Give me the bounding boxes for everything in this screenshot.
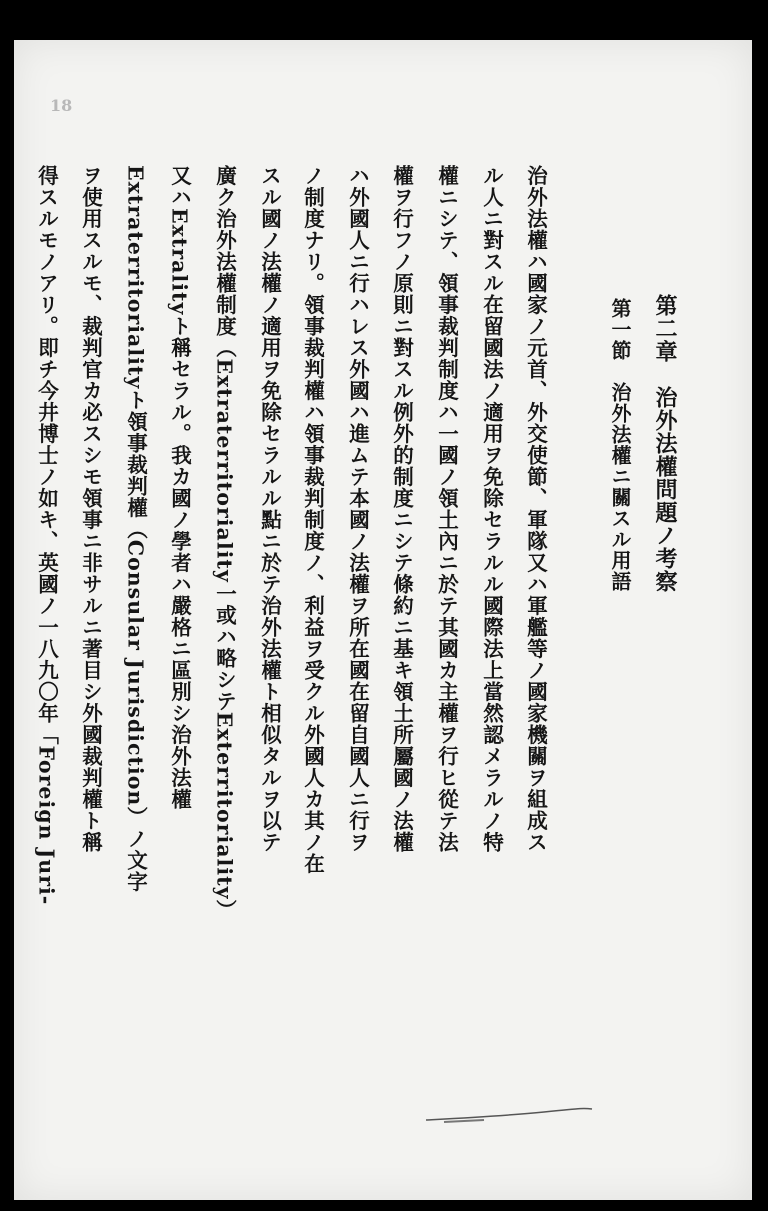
chapter-heading: 第二章 治外法權問題ノ考察: [652, 294, 678, 593]
body-line-7: スル國ノ法權ノ適用ヲ免除セラルル點ニ於テ治外法權ト相似タルヲ以テ: [257, 165, 282, 853]
body-line-4: 權ヲ行フノ原則ニ對スル例外的制度ニシテ條約ニ基キ領土所屬國ノ法權: [389, 165, 414, 853]
body-line-6: ノ制度ナリ。領事裁判權ハ領事裁判制度ノ、利益ヲ受クル外國人カ其ノ在: [300, 165, 325, 875]
document-page: [14, 40, 752, 1200]
body-line-2: ル人ニ對スル在留國法ノ適用ヲ免除セラルル國際法上當然認メラルノ特: [479, 165, 504, 853]
body-line-1: 治外法權ハ國家ノ元首、外交使節、軍隊又ハ軍艦等ノ國家機關ヲ組成ス: [523, 165, 548, 853]
pencil-mark: [424, 1106, 594, 1126]
body-line-3: 權ニシテ、領事裁判制度ハ一國ノ領土內ニ於テ其國カ主權ヲ行ヒ從テ法: [434, 165, 459, 853]
page-number: 18: [50, 96, 73, 115]
body-line-11: ヲ使用スルモ、裁判官カ必スシモ領事ニ非サルニ著目シ外國裁判權ト稱: [78, 165, 103, 853]
body-line-8: 廣ク治外法權制度（Extraterritoriality一或ハ略シテExterritoriality）: [212, 165, 237, 921]
section-heading: 第一節 治外法權ニ關スル用語: [608, 298, 632, 592]
body-line-9: 又ハExtralityト稱セラル。我カ國ノ學者ハ嚴格ニ區別シ治外法權: [167, 165, 192, 810]
body-line-12: 得スルモノアリ。即チ今井博士ノ如キ、英國ノ一八九〇年「Foreign Juri-: [34, 165, 59, 906]
body-line-10: Extraterritorialityト領事裁判權（Consular Jurisdiction）ノ文字: [123, 165, 148, 893]
body-line-5: ハ外國人ニ行ハレス外國ハ進ムテ本國ノ法權ヲ所在國在留自國人ニ行ヲ: [345, 165, 370, 853]
